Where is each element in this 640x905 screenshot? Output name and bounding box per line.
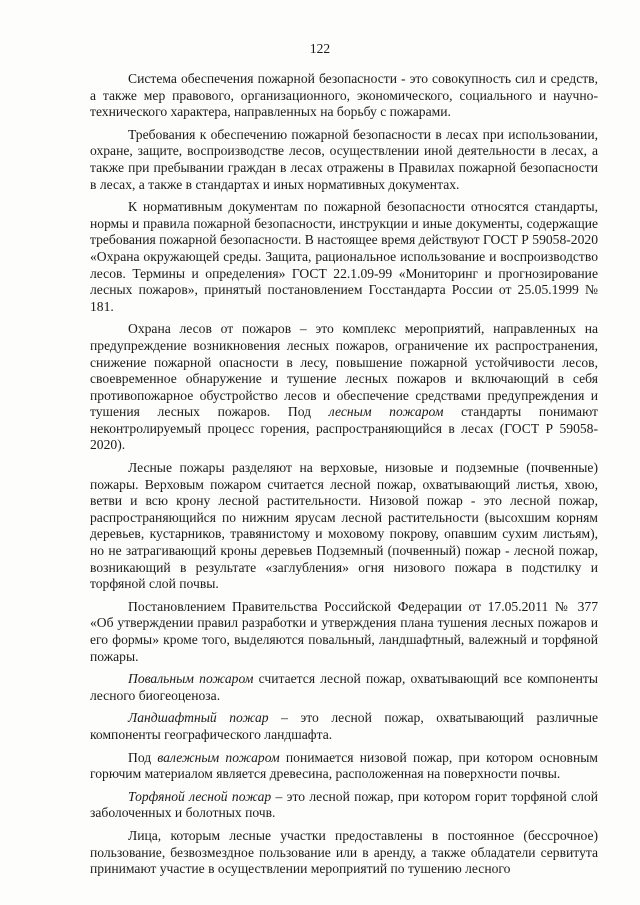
text-run: Охрана лесов от пожаров – это комплекс мероприятий, направленных на предупреждение возникновения лесных пожаров, ограничение их распространения, снижение пожарной опасности в лесу, повышение пожарной устойчивости лесов, своевременное обнаружение и тушение лесных пожаров и включающий в себя противопожарное обустройство лесов и обеспечение средствами предупреждения и тушения лесных пожаров. Под bbox=[90, 321, 598, 420]
term-forest-fire: лесным пожаром bbox=[328, 404, 444, 420]
text-run: стандарты понимают неконтролируемый процесс горения, распространяющийся в лесах (ГОСТ Р 59058-2020). bbox=[90, 404, 598, 453]
text-run: Лица, которым лесные участки предоставлены в постоянное (бессрочное) пользование, безвозмездное пользование или в аренду, а также обладатели сервитута принимают участие в осуществлении мероприятий по тушению лесного bbox=[90, 827, 598, 877]
paragraph-normative-documents bbox=[90, 199, 598, 315]
text-run: Система обеспечения пожарной безопасности - это совокупность сил и средств, а также мер правового, организационного, экономического, социального и научно-технического характера, направленных на борьбу с пожарами. bbox=[90, 71, 598, 120]
page-number: 122 bbox=[309, 41, 331, 56]
paragraph-forest-users bbox=[90, 828, 598, 878]
term-peat-fire: Торфяной лесной пожар bbox=[128, 788, 272, 804]
text-run: понимается низовой пожар, при котором основным горючим материалом является древесина, расположенная на поверхности почвы. bbox=[90, 749, 598, 782]
term-deadwood-fire: валежным пожаром bbox=[157, 749, 280, 765]
paragraph-fire-types bbox=[90, 460, 598, 593]
text-run: Постановлением Правительства Российской Федерации от 17.05.2011 № 377 «Об утверждении правил разработки и утверждения плана тушения лесных пожаров и его формы» кроме того, выделяются повальный, ландшафтный, валежный и торфяной пожары. bbox=[90, 598, 598, 664]
text-run: К нормативным документам по пожарной безопасности относятся стандарты, нормы и правила пожарной безопасности, инструкции и иные документы, содержащие требования пожарной безопасности. В настоящее время действуют ГОСТ Р 59058-2020 «Охрана окружающей среды. Защита, рациональное использование и воспроизводство лесов. Термины и определения» ГОСТ 22.1.09-99 «Мониторинг и прогнозирование лесных пожаров», принятый постановлением Госстандарта России от 25.05.1999 № 181. bbox=[90, 199, 598, 314]
text-run: Под bbox=[128, 749, 158, 765]
paragraph-landscape-fire bbox=[90, 710, 598, 743]
paragraph-fire-safety-requirements bbox=[90, 127, 598, 193]
text-run: Лесные пожары разделяют на верховые, низовые и подземные (почвенные) пожары. Верховым пожаром считается лесной пожар, охватывающий листья, хвою, ветви и всю крону лесной растительности. Низовой пожар - это лесной пожар, распространяющийся по нижним ярусам лесной растительности (высохшим корням деревьев, кустарников, травянистому и моховому покрову, опавшим сухим листьям), но не затрагивающий кроны деревьев Подземный (почвенный) пожар - лесной пожар, возникающий в результате «заглубления» огня низового пожара в подстилку и торфяной слой почвы. bbox=[90, 460, 598, 592]
body-text bbox=[90, 71, 598, 878]
paragraph-fire-safety-system bbox=[90, 71, 598, 121]
paragraph-forest-protection bbox=[90, 321, 598, 454]
text-run: – это лесной пожар, охватывающий различные компоненты географического ландшафта. bbox=[90, 710, 599, 742]
term-landscape-fire: Ландшафтный пожар bbox=[128, 710, 269, 726]
text-run: Требования к обеспечению пожарной безопасности в лесах при использовании, охране, защите, воспроизводстве лесов, осуществлении иной деятельности в лесах, а также при пребывании граждан в лесах отражены в Правилах пожарной безопасности в лесах, а также в стандартах и иных нормативных документах. bbox=[90, 126, 598, 192]
paragraph-peat-fire bbox=[90, 789, 598, 822]
paragraph-government-decree bbox=[90, 599, 598, 665]
text-run: – это лесной пожар, при котором горит торфяной слой заболоченных и болотных почв. bbox=[90, 788, 598, 821]
term-total-fire: Повальным пожаром bbox=[128, 671, 254, 687]
paragraph-deadwood-fire bbox=[90, 750, 598, 783]
paragraph-total-fire bbox=[90, 671, 598, 704]
text-run: считается лесной пожар, охватывающий все компоненты лесного биогеоценоза. bbox=[90, 671, 599, 703]
